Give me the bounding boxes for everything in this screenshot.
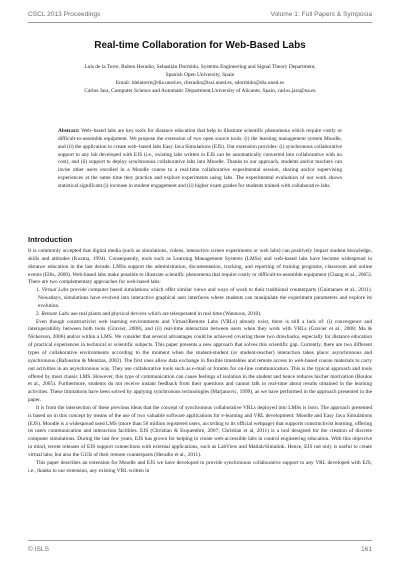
header-proceedings: CSCL 2013 Proceedings <box>28 11 101 18</box>
section-heading-introduction: Introduction <box>28 235 73 244</box>
email-line: Email: ldelatorre@dia.uned.es, rheradio@issi.uned.es, sdormido@dia.uned.es <box>115 80 285 87</box>
author-line-2: Carlos Jara, Computer Science and Automatic Department,University of Alicante, Spain, carlos.jara@ua.es <box>84 88 316 95</box>
header-divider <box>28 22 372 23</box>
list-text: use real plants and physical devices which are teleoperated in real time (Wannous, 2010). <box>69 310 262 317</box>
page-number: 161 <box>360 546 372 553</box>
abstract <box>58 128 342 191</box>
paragraph: It is from the intersection of these previous ideas that the concept of synchronous collaborative VRLs deployed into LMSs is born. The approach presented is based on in this concept by means of the use of two valuable software applications for e-learning and VRL development: Moodle and Easy Java Simulations (EJS). Moodle is a widespread used LMS (more than 50 million registered users, according to its official webpage) that supports constructivist learning, offering its users communication and interaction facilities. EJS (Christian & Esquembre, 2007; Christian et al, 2011) is a tool designed for the creation of discrete computer simulations. During the last few years, EJS has grown for helping to create web-accessible labs in control engineering education. With this objective in mind, recent releases of EJS support connections with external applications, such as LabView and Matlab/Simulink. Hence, EJS not only is useful to create virtual labs, but also the GUIs of their remote counterparts (Heradio et al., 2011). <box>28 404 372 458</box>
list-number: 1. <box>36 287 41 294</box>
affiliation-line: Spanish Open University, Spain <box>165 72 235 79</box>
list-item-virtual-labs <box>28 287 372 311</box>
running-footer <box>28 546 372 553</box>
list-number: 2. <box>36 310 41 317</box>
paragraph: It is commonly accepted that digital media (such as simulations, videos, interactive screen experiments or web labs) can positively impact student knowledge, skills and attitudes (Kozma, 1994). Consequently, tools such as Learning Management Systems (LMSs) and web-based labs have become widespread in distance education in the last decade. LMSs support the administration, documentation, tracking, and reporting of training programs, classroom and online events (Ellis, 2009). Web-based labs make possible to illustrate scientific phenomena that require costly or difficult-to-assemble equipment (Chang et al., 2005). There are two complementary approaches for web-based labs: <box>28 248 372 286</box>
list-item-remote-labs <box>28 311 372 319</box>
running-header <box>28 11 372 18</box>
paper-title: Real-time Collaboration for Web-Based Labs <box>94 40 306 51</box>
abstract-text: Web–based labs are key tools for distance education that help to illustrate scientific phenomena which require costly or difficult-to-assemble equipment. We propose the extension of two open source tools: (i) the learning management system Moodle, and (ii) the application to create web–based labs Easy Java Simulations (EJS). Our extension provides: (i) synchronous collaborative support to any lab developed with EJS (i.e., existing labs written in EJS can be automatically converted into collaborative with no cost), and (ii) support to deploy synchronous collaborative labs into Moodle. Thanks to our approach, students and/or teachers can invite other users enrolled in a Moodle course to a real-time collaborative experimental session, sharing and/or supervising experiences at the same time they practice and explore experiments using labs. The experimental evaluation of our work shows statistical significant (i) increase in student engagement and (ii) higher exam grades for students trained with collaborative labs. <box>58 128 342 189</box>
list-term: Remote Labs <box>41 310 70 317</box>
list-text: provide computer based simulations which offer similar views and ways of work to their traditional counterparts (Guimaraes et al., 2011). Nowadays, simulations have evolved into interactive graphical user interfaces where students can manipulate the experiment parameters and explore its evolution. <box>38 287 372 309</box>
header-volume: Volume 1: Full Papers & Symposia <box>270 11 372 18</box>
abstract-label: Abstract: <box>58 128 80 134</box>
author-line: Luis de la Torre, Ruben Heradio, Sebastián Dormido, Systems Engineering and Signal Theory Department, <box>84 64 316 70</box>
author-block <box>40 63 360 95</box>
footer-divider <box>28 540 372 541</box>
footer-copyright: © ISLS <box>28 546 49 553</box>
list-term: Virtual Labs <box>41 287 69 294</box>
paragraph: This paper describes an extension for Moodle and EJS we have developed to provide synchronous collaborative support to any VRL developed with EJS, i.e., thanks to our extension, any existing VRL written in <box>28 459 372 474</box>
body-text <box>28 248 372 475</box>
paragraph: Even though constructivist web learning environments and Virtual/Remote Labs (VRLs) already exist, there is still a lack of: (i) convergence and interoperability between both tools (Gravier, 2008), and (ii) real-time interaction between users when they work with VRLs (Gravier et al., 2008; Ma & Nickerson, 2006) and/or within a LMS. We consider that several advantages could be achieved covering these two drawbacks, especially for distance education of practical experiences in technical or scientific subjects. This paper presents a new approach that solves this scientific gap. Currently, there are two different types of collaborative environments according to the moment when the student-student (or student-teacher) interaction takes place: asynchronous and synchronous (Bafoustou & Mentzas, 2002). The first ones allow data exchange in flexible timetables and remote access to web-based course materials to carry out activities in an asynchronous way. They use collaborative tools such as e-mail or forums for on-line communication. This is the typical approach and tools offered by most classic LMS. However, this type of communication can cause feelings of isolation in the student and hence reduces his/her motivation (Boulos et al., 2005). Furthermore, students do not receive instant feedback from their questions and cannot talk in real-time about results obtained in the learning activities. These limitations have been solved by applying synchronous technologies (Marjanovic, 1999), as we have performed in the approach presented in the paper. <box>28 318 372 404</box>
